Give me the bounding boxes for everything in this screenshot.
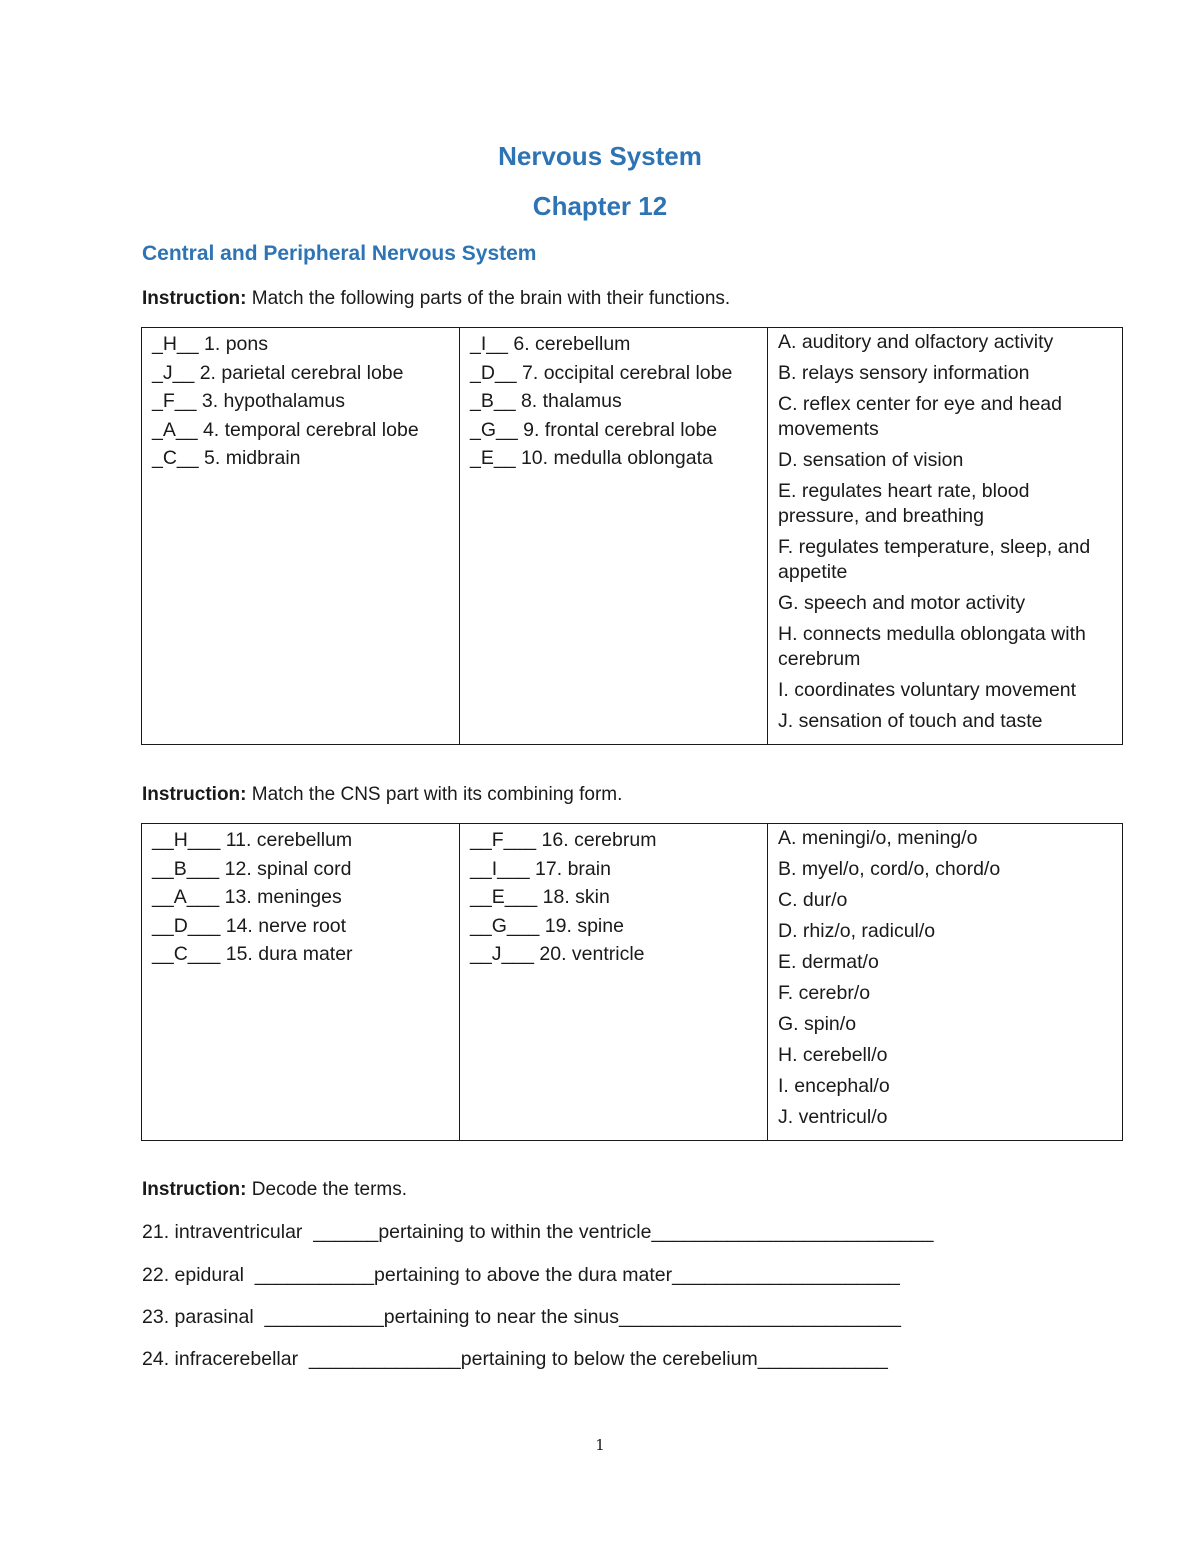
combining-form-option: H. cerebell/o — [778, 1044, 888, 1066]
combining-form-option: D. rhiz/o, radicul/o — [778, 920, 936, 942]
terms-column-2 — [460, 328, 768, 745]
match-item: __H___ 11. cerebellum — [152, 829, 353, 851]
combining-forms-column — [768, 824, 1123, 1141]
section-heading: Central and Peripheral Nervous System — [142, 242, 537, 265]
match-item: __A___ 13. meninges — [152, 886, 342, 908]
terms-column-2 — [460, 824, 768, 1141]
function-option: I. coordinates voluntary movement — [778, 679, 1077, 701]
match-item: __I___ 17. brain — [470, 857, 611, 880]
instruction-label: Instruction: — [142, 1179, 247, 1200]
match-item: __G___ 19. spine — [470, 914, 624, 937]
match-item: __C___ 15. dura mater — [152, 943, 353, 965]
terms-column-1 — [142, 824, 460, 1141]
function-option: E. regulates heart rate, blood pressure, and breathing — [778, 480, 1030, 527]
match-item: _G__ 9. frontal cerebral lobe — [470, 418, 718, 441]
function-option: A. auditory and olfactory activity — [778, 331, 1054, 353]
instruction-3 — [142, 1179, 407, 1201]
chapter-heading: Chapter 12 — [532, 191, 668, 221]
combining-form-option: F. cerebr/o — [778, 982, 871, 1004]
brain-functions-table — [141, 327, 1123, 745]
combining-form-option: G. spin/o — [778, 1013, 857, 1035]
match-item: _B__ 8. thalamus — [470, 390, 622, 412]
match-item: _E__ 10. medulla oblongata — [470, 447, 713, 469]
combining-forms-table — [141, 823, 1123, 1141]
instruction-label: Instruction: — [142, 288, 247, 309]
function-option: B. relays sensory information — [778, 362, 1030, 384]
instruction-1 — [142, 288, 730, 310]
functions-column — [768, 328, 1123, 745]
combining-form-option: E. dermat/o — [778, 951, 879, 973]
combining-form-option: A. meningi/o, mening/o — [778, 827, 978, 849]
function-option: D. sensation of vision — [778, 449, 964, 471]
combining-form-option: I. encephal/o — [778, 1075, 890, 1097]
instruction-text: Match the following parts of the brain with their functions. — [246, 288, 731, 309]
decode-line: 23. parasinal ___________pertaining to near the sinus__________________________ — [142, 1306, 901, 1328]
match-item: _F__ 3. hypothalamus — [152, 390, 345, 412]
decode-line: 24. infracerebellar ______________pertaining to below the cerebelium____________ — [142, 1348, 888, 1370]
function-option: F. regulates temperature, sleep, and appetite — [778, 536, 1091, 583]
match-item: _J__ 2. parietal cerebral lobe — [152, 361, 404, 384]
combining-form-option: C. dur/o — [778, 889, 848, 911]
match-item: __J___ 20. ventricle — [470, 943, 645, 965]
match-item: __B___ 12. spinal cord — [152, 857, 352, 880]
match-item: _I__ 6. cerebellum — [470, 333, 631, 355]
match-item: _A__ 4. temporal cerebral lobe — [152, 418, 419, 441]
page-title: Nervous System — [498, 141, 702, 171]
instruction-text: Decode the terms. — [246, 1179, 408, 1200]
match-item: __E___ 18. skin — [470, 886, 610, 908]
decode-line: 21. intraventricular ______pertaining to within the ventricle__________________________ — [142, 1221, 934, 1243]
function-option: G. speech and motor activity — [778, 592, 1026, 614]
match-item: _D__ 7. occipital cerebral lobe — [470, 361, 733, 384]
instruction-text: Match the CNS part with its combining form. — [246, 784, 623, 805]
decode-line: 22. epidural ___________pertaining to above the dura mater_____________________ — [142, 1264, 900, 1286]
terms-column-1 — [142, 328, 460, 745]
function-option: J. sensation of touch and taste — [778, 710, 1043, 732]
function-option: H. connects medulla oblongata with cerebrum — [778, 623, 1086, 670]
instruction-2 — [142, 784, 622, 806]
combining-form-option: J. ventricul/o — [778, 1106, 888, 1128]
match-item: __D___ 14. nerve root — [152, 914, 347, 937]
match-item: __F___ 16. cerebrum — [470, 829, 657, 851]
match-item: _C__ 5. midbrain — [152, 447, 301, 469]
page-number: 1 — [595, 1436, 605, 1454]
function-option: C. reflex center for eye and head movements — [778, 393, 1062, 440]
combining-form-option: B. myel/o, cord/o, chord/o — [778, 858, 1001, 880]
match-item: _H__ 1. pons — [152, 333, 269, 355]
instruction-label: Instruction: — [142, 784, 247, 805]
